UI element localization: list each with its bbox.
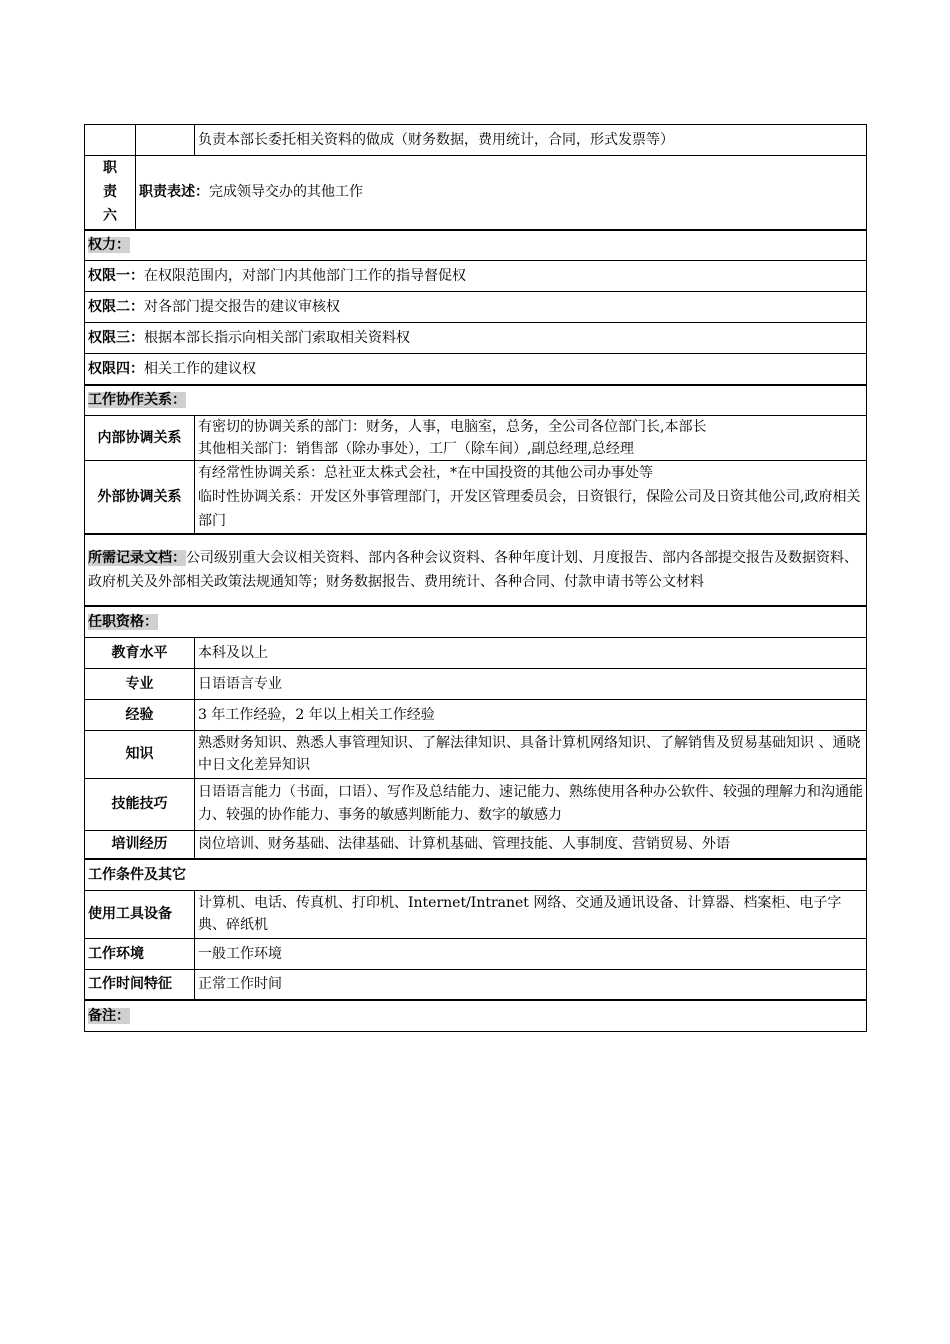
duty-prev-text: 负责本部长委托相关资料的做成（财务数据，费用统计，合同，形式发票等） (195, 125, 867, 156)
qualifications-heading-row (85, 606, 867, 637)
qualification-value: 日语语言专业 (195, 668, 867, 699)
authority-text: 根据本部长指示向相关部门索取相关资料权 (144, 330, 410, 346)
authority-text: 在权限范围内，对部门内其他部门工作的指导督促权 (144, 268, 466, 284)
duty-blank-cell (85, 125, 136, 156)
condition-row (85, 938, 867, 969)
qualification-row (85, 637, 867, 668)
qualification-value: 岗位培训、财务基础、法律基础、计算机基础、管理技能、人事制度、营销贸易、外语 (195, 830, 867, 859)
external-relations-label: 外部协调关系 (85, 461, 195, 535)
condition-label: 使用工具设备 (85, 890, 195, 938)
qualification-row (85, 699, 867, 730)
authority-text: 对各部门提交报告的建议审核权 (144, 299, 340, 315)
qualification-row (85, 668, 867, 699)
authority-row (85, 261, 867, 292)
qualifications-heading-cell (85, 606, 867, 637)
remarks-label: 备注： (88, 1007, 130, 1024)
qualification-label: 培训经历 (85, 830, 195, 859)
duty-six-description (136, 156, 867, 230)
relations-heading: 工作协作关系： (88, 392, 186, 409)
authority-label: 权限一： (88, 268, 144, 284)
authority-heading: 权力： (88, 237, 130, 254)
duty-six-char: 责 (103, 184, 117, 201)
duty-six-char: 职 (103, 160, 117, 177)
duty-desc-text: 完成领导交办的其他工作 (209, 184, 363, 201)
duty-six-row (85, 156, 867, 230)
authority-label: 权限二： (88, 299, 144, 315)
qualification-label: 专业 (85, 668, 195, 699)
duty-six-label (85, 156, 136, 230)
duty-desc-label: 职责表述： (139, 184, 209, 201)
condition-value: 计算机、电话、传真机、打印机、Internet/Intranet 网络、交通及通讯设备、计算器、档案柜、电子字典、碎纸机 (195, 890, 867, 938)
authority-heading-row (85, 230, 867, 261)
external-relations-content (195, 461, 867, 535)
records-label: 所需记录文档： (88, 550, 186, 566)
qualification-label: 知识 (85, 730, 195, 778)
qualification-label: 技能技巧 (85, 778, 195, 830)
internal-relations-label: 内部协调关系 (85, 416, 195, 461)
job-description-sheet (84, 124, 866, 1032)
external-relations-line: 有经常性协调关系：总社亚太株式会社，*在中国投资的其他公司办事处等 (198, 465, 653, 481)
relations-heading-row (85, 385, 867, 416)
authority-item (85, 354, 867, 385)
qualification-label: 教育水平 (85, 637, 195, 668)
duty-blank-cell (136, 125, 195, 156)
qualification-value: 3 年工作经验，2 年以上相关工作经验 (195, 699, 867, 730)
qualification-value: 熟悉财务知识、熟悉人事管理知识、了解法律知识、具备计算机网络知识、了解销售及贸易基础知识 、通晓中日文化差异知识 (195, 730, 867, 778)
qualification-value: 日语语言能力（书面，口语）、写作及总结能力、速记能力、熟练使用各种办公软件、较强的理解力和沟通能力、较强的协作能力、事务的敏感判断能力、数字的敏感力 (195, 778, 867, 830)
qualification-row (85, 778, 867, 830)
qualification-value: 本科及以上 (195, 637, 867, 668)
internal-relations-row (85, 416, 867, 461)
qualification-label: 经验 (85, 699, 195, 730)
condition-label: 工作时间特征 (85, 969, 195, 1000)
qualification-row (85, 830, 867, 859)
job-description-table (84, 124, 867, 1032)
conditions-heading: 工作条件及其它 (85, 859, 867, 890)
external-relations-row (85, 461, 867, 535)
qualifications-heading: 任职资格： (88, 613, 158, 630)
authority-item (85, 261, 867, 292)
external-relations-line: 临时性协调关系：开发区外事管理部门，开发区管理委员会，日资银行，保险公司及日资其他公司,政府相关部门 (198, 489, 861, 529)
authority-row (85, 323, 867, 354)
internal-relations-line: 有密切的协调关系的部门：财务，人事，电脑室，总务，全公司各位部门长,本部长 (198, 419, 707, 435)
conditions-heading-row (85, 859, 867, 890)
authority-label: 权限三： (88, 330, 144, 346)
authority-row (85, 354, 867, 385)
authority-row (85, 292, 867, 323)
qualification-row (85, 730, 867, 778)
condition-value: 一般工作环境 (195, 938, 867, 969)
condition-label: 工作环境 (85, 938, 195, 969)
relations-heading-cell (85, 385, 867, 416)
remarks-row (85, 1000, 867, 1031)
duty-six-char: 六 (103, 208, 117, 225)
condition-row (85, 890, 867, 938)
authority-label: 权限四： (88, 360, 144, 377)
remarks-cell (85, 1000, 867, 1031)
authority-text: 相关工作的建议权 (144, 360, 256, 377)
records-text: 公司级别重大会议相关资料、部内各种会议资料、各种年度计划、月度报告、部内各部提交报告及数据资料、政府机关及外部相关政策法规通知等；财务数据报告、费用统计、各种合同、付款申请书等公文材料 (88, 550, 858, 590)
records-cell (85, 534, 867, 606)
internal-relations-content (195, 416, 867, 461)
condition-row (85, 969, 867, 1000)
records-row (85, 534, 867, 606)
authority-item (85, 323, 867, 354)
condition-value: 正常工作时间 (195, 969, 867, 1000)
authority-item (85, 292, 867, 323)
duty-prev-row (85, 125, 867, 156)
authority-heading-cell (85, 230, 867, 261)
internal-relations-line: 其他相关部门：销售部（除办事处），工厂（除车间）,副总经理,总经理 (198, 441, 634, 457)
